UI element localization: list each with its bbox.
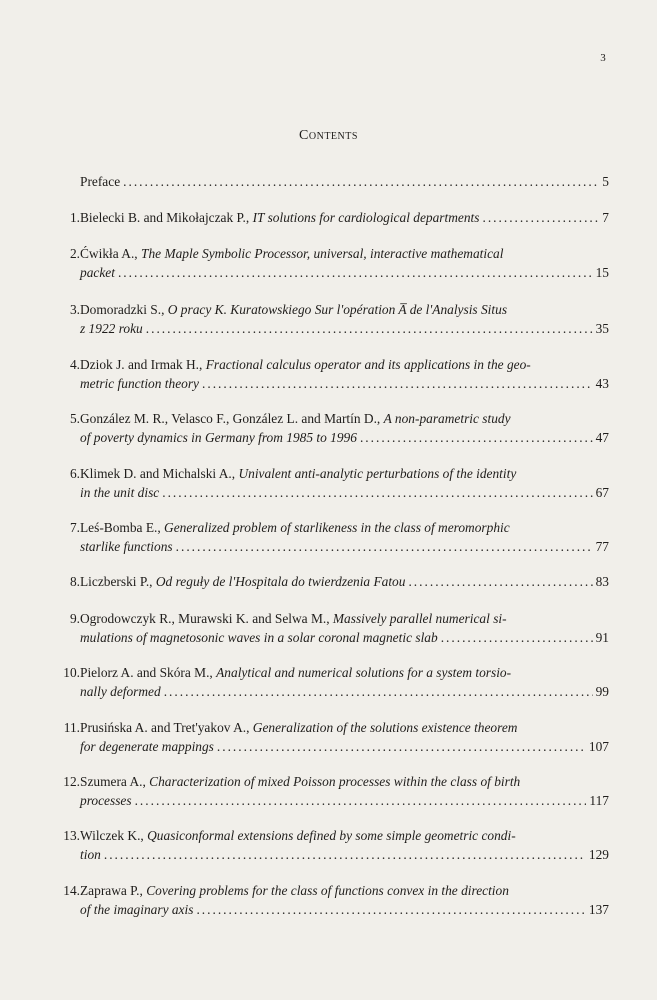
page-title: Contents [299, 128, 358, 143]
toc-entry[interactable] [58, 609, 609, 647]
entry-title-first: Generalization of the solutions existence theorem [252, 720, 518, 735]
dot-leader [162, 483, 592, 502]
entry-title-last: for degenerate mappings [80, 739, 214, 754]
entry-title-last: of the imaginary axis [80, 902, 194, 917]
entry-title-last: z 1922 roku [80, 321, 143, 336]
entry-title: Od reguły de l'Hospitala do twierdzenia Fatou [155, 574, 406, 589]
toc-entry[interactable] [58, 300, 609, 338]
toc-entry[interactable] [58, 208, 609, 227]
entry-authors: Ćwikła A., [80, 246, 142, 261]
dot-leader [146, 319, 593, 338]
entry-authors: Domoradzki S., [80, 302, 168, 317]
entry-authors: Pielorz A. and Skóra M., [80, 665, 217, 680]
entry-title-first: Generalized problem of starlikeness in the class of meromorphic [164, 520, 510, 535]
toc-entry[interactable] [58, 409, 609, 447]
page-number: 3 [600, 52, 606, 64]
entry-title-last: in the unit disc [80, 485, 160, 500]
dot-leader [360, 428, 593, 447]
toc-entry[interactable] [58, 826, 609, 864]
entry-title-last: packet [80, 265, 115, 280]
page-ref: 7 [602, 210, 609, 225]
page-ref: 35 [595, 321, 609, 336]
entry-title-first: Quasiconformal extensions defined by some simple geometric condi- [147, 828, 516, 843]
entry-title-last: metric function theory [80, 376, 199, 391]
dot-leader [176, 537, 593, 556]
page-ref: 91 [595, 630, 609, 645]
toc-entry[interactable] [58, 881, 609, 919]
entry-number: 6. [69, 466, 80, 481]
page-ref: 107 [588, 739, 609, 754]
entry-number: 8. [69, 574, 80, 589]
page-ref: 129 [588, 847, 609, 862]
entry-number: 12. [63, 774, 80, 789]
entry-authors: Bielecki B. and Mikołajczak P., [80, 210, 253, 225]
dot-leader [118, 263, 593, 282]
toc-entry[interactable] [58, 772, 609, 810]
entry-authors: Ogrodowczyk R., Murawski K. and Selwa M., [80, 611, 333, 626]
entry-number: 7. [69, 520, 80, 535]
entry-number: 10. [63, 665, 80, 680]
entry-title-first: Covering problems for the class of functions convex in the direction [146, 883, 509, 898]
page-ref: 67 [595, 485, 609, 500]
entry-authors: Klimek D. and Michalski A., [80, 466, 239, 481]
entry-number: 2. [69, 246, 80, 261]
entry-title-first: The Maple Symbolic Processor, universal, interactive mathematical [141, 246, 504, 261]
toc-entry[interactable] [58, 663, 609, 701]
entry-number: 3. [69, 302, 80, 317]
page-ref: 77 [595, 539, 609, 554]
entry-authors: Dziok J. and Irmak H., [80, 357, 206, 372]
entry-title-last: processes [80, 793, 132, 808]
entry-number: 5. [69, 411, 80, 426]
entry-authors: González M. R., Velasco F., González L. and Martín D., [80, 411, 384, 426]
entry-number: 1. [69, 210, 80, 225]
page-ref: 15 [595, 265, 609, 280]
entry-number: 9. [69, 611, 80, 626]
page-ref: 117 [589, 793, 609, 808]
toc-entry[interactable] [58, 244, 609, 282]
entry-title-first: Fractional calculus operator and its applications in the geo- [205, 357, 531, 372]
entry-title-first: Analytical and numerical solutions for a system torsio- [216, 665, 512, 680]
entry-title-first: O pracy K. Kuratowskiego Sur l'opération A̅ de l'Analysis Situs [167, 302, 508, 317]
entry-authors: Leś-Bomba E., [80, 520, 165, 535]
toc-entry[interactable] [58, 718, 609, 756]
toc-entry-preface[interactable] [80, 172, 609, 191]
entry-authors: Liczberski P., [80, 574, 156, 589]
entry-authors: Zaprawa P., [80, 883, 147, 898]
entry-number: 13. [63, 828, 80, 843]
dot-leader [482, 208, 599, 227]
entry-title-last: mulations of magnetosonic waves in a solar coronal magnetic slab [80, 630, 438, 645]
dot-leader [408, 572, 592, 591]
page-ref: 47 [595, 430, 609, 445]
dot-leader [196, 900, 585, 919]
entry-title-last: of poverty dynamics in Germany from 1985 to 1996 [80, 430, 357, 445]
dot-leader [104, 845, 586, 864]
entry-title-first: Characterization of mixed Poisson processes within the class of birth [149, 774, 521, 789]
toc-entry[interactable] [58, 572, 609, 591]
dot-leader [202, 374, 593, 393]
entry-title: IT solutions for cardiological departments [252, 210, 480, 225]
entry-authors: Wilczek K., [80, 828, 148, 843]
page-ref: 99 [595, 684, 609, 699]
entry-authors: Prusińska A. and Tret'yakov A., [80, 720, 253, 735]
entry-title-last: tion [80, 847, 101, 862]
entry-number: 4. [69, 357, 80, 372]
preface-label: Preface [80, 174, 121, 189]
toc-entry[interactable] [58, 518, 609, 556]
toc-entry[interactable] [58, 464, 609, 502]
toc-entry[interactable] [58, 355, 609, 393]
page-ref: 5 [602, 174, 609, 189]
entry-title-first: Massively parallel numerical si- [332, 611, 507, 626]
entry-title-last: nally deformed [80, 684, 161, 699]
dot-leader [164, 682, 593, 701]
page-ref: 83 [595, 574, 609, 589]
entry-number: 11. [63, 720, 80, 735]
entry-title-first: Univalent anti-analytic perturbations of the identity [238, 466, 517, 481]
dot-leader [123, 172, 599, 191]
page-ref: 43 [595, 376, 609, 391]
entry-number: 14. [63, 883, 80, 898]
dot-leader [135, 791, 587, 810]
dot-leader [217, 737, 586, 756]
entry-authors: Szumera A., [80, 774, 150, 789]
dot-leader [441, 628, 593, 647]
page-ref: 137 [588, 902, 609, 917]
entry-title-first: A non-parametric study [383, 411, 511, 426]
entry-title-last: starlike functions [80, 539, 173, 554]
